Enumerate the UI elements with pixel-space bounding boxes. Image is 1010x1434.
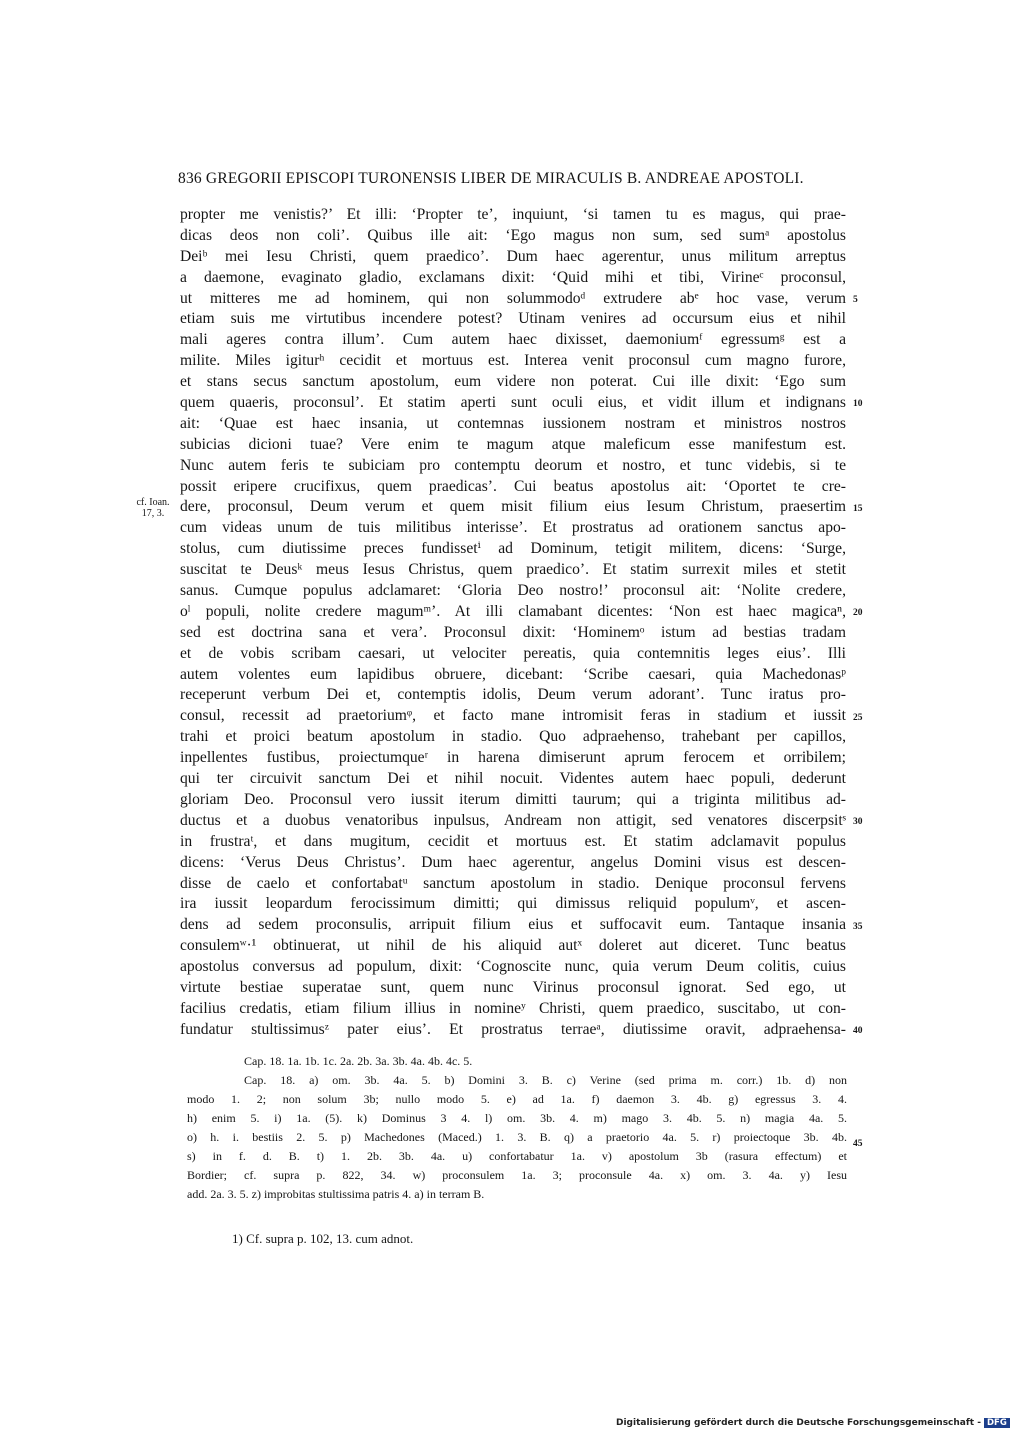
text-line: ira iussit leopardum ferocissimum dimitti; qui dimissus reliquid populumᵛ, et ascen- [180,895,846,913]
text-line: mali ageres contra illum’. Cum autem haec dixisset, daemoniumᶠ egressumᵍ est a [180,331,846,349]
text-line: apostolus conversus ad populum, dixit: ‘Cognoscite nunc, quia verum Deum colitis, cuius [180,958,846,976]
apparatus-line: Cap. 18. 1a. 1b. 1c. 2a. 2b. 3a. 3b. 4a. 4b. 4c. 5. [244,1054,473,1068]
text-line: oˡ populi, nolite credere magumᵐ’. At illi clamabant dicentes: ‘Non est haec magicaⁿ, [180,602,846,620]
apparatus-line: h) enim 5. i) 1a. (5). k) Dominus 3 4. l) om. 3b. 4. m) mago 3. 4b. 5. n) magia 4a. 5. [187,1111,847,1125]
text-line: subicias dicioni tuae? Vere enim te magum atque maleficum esse manifestum est. [180,435,846,453]
text-line: cum videas unum de tuis militibus interisse’. Et prostratus ad orationem sanctus apo- [180,519,846,537]
text-line: sed est doctrina sana et vera’. Proconsul dixit: ‘Hominemᵒ istum ad bestias tradam [180,623,846,641]
text-line: propter me venistis?’ Et illi: ‘Propter te’, inquiunt, ‘si tamen tu es magus, qui prae- [180,206,846,223]
apparatus-line: Bordier; cf. supra p. 822, 34. w) proconsulem 1a. 3; proconsule 4a. x) om. 3. 4a. y) Iesu [187,1168,847,1182]
page-header: 836 GREGORII EPISCOPI TURONENSIS LIBER DE MIRACULIS B. ANDREAE APOSTOLI. [178,170,804,187]
text-line: milite. Miles igiturʰ cecidit et mortuus est. Interea venit proconsul cum magno furore, [180,352,846,370]
text-line: qui ter circuivit sanctum Dei et nihil nocuit. Videntes autem haec populi, dederunt [180,770,846,788]
text-line: Nunc autem feris te subiciam pro contemptu deorum et nostro, et tunc videbis, si te [180,456,846,474]
text-line: dens ad sedem proconsulis, arripuit filium eius et suffocavit eum. Tantaque insania [180,916,846,934]
text-line: in frustraᵗ, et dans mugitum, cecidit et mortuus est. Et statim adclamavit populus [180,832,846,850]
text-line: et de vobis scribam caesari, ut velociter pereatis, quia contemnitis leges eius’. Illi [180,644,846,662]
apparatus-line: modo 1. 2; non solum 3b; nullo modo 5. e) ad 1a. f) daemon 3. 4b. g) egressus 3. 4. [187,1092,847,1106]
dfg-logo: DFG [984,1418,1010,1428]
text-line: ductus et a duobus venatoribus inpulsus, Andream non attigit, sed venatores discerpsitˢ [180,811,846,829]
apparatus-line: o) h. i. bestiis 2. 5. p) Machedones (Maced.) 1. 3. B. q) a praetorio 4a. 5. r) proiectoque 3b. 4b. [187,1130,847,1144]
credit-text: Digitalisierung gefördert durch die Deutsche Forschungsgemeinschaft - [616,1418,981,1428]
apparatus-line: s) in f. d. B. t) 1. 2b. 3b. 4a. u) confortabatur 1a. v) apostolum 3b (rasura effectum) et [187,1149,847,1163]
text-line: facilius credatis, etiam filium illius in nomineʸ Christi, quem praedico, suscitabo, ut con- [180,999,846,1017]
line-number: 35 [853,921,863,932]
margin-reference-line: cf. Ioan. [136,497,170,508]
text-line: gloriam Deo. Proconsul vero iussit iterum dimitti taurum; qui a triginta militibus ad- [180,790,846,808]
critical-apparatus [187,1052,847,1204]
line-number: 25 [853,712,863,723]
text-line: ut mitteres me ad hominem, qui non solummodoᵈ extrudere abᵉ hoc vase, verum [180,289,846,307]
text-line: virtute bestiae superatae sunt, quem nunc Virinus proconsul ignorat. Sed ego, ut [180,978,846,996]
line-number: 20 [853,608,863,619]
margin-reference-line: 17, 3. [141,508,165,519]
text-line: suscitat te Deusᵏ meus Iesus Christus, quem praedico’. Et statim surrexit miles et stetit [180,561,846,579]
line-number: 10 [853,399,863,410]
apparatus-line: Cap. 18. a) om. 3b. 4a. 5. b) Domini 3. B. c) Verine (sed prima m. corr.) 1b. d) non [244,1073,847,1087]
line-number: 40 [853,1026,863,1037]
digitization-credit [616,1418,1010,1428]
text-line: a daemone, evaginato gladio, exclamans dixit: ‘Quid mihi et tibi, Virineᶜ proconsul, [180,268,846,286]
apparatus-line: add. 2a. 3. 5. z) improbitas stultissima patris 4. a) in terram B. [187,1187,485,1201]
text-line: fundatur stultissimusᶻ pater eius’. Et prostratus terraeᵃ, diutissime oravit, adpraehensa- [180,1020,846,1038]
text-line: inpellentes fustibus, proiectumqueʳ in harena dimiserunt aprum ferocem et orribilem; [180,749,846,767]
text-line: Deiᵇ mei Iesu Christi, quem praedico’. Dum haec agerentur, unus militum arreptus [180,247,846,265]
text-line: consul, recessit ad praetoriumᵠ, et facto mane intromisit feras in stadium et iussit [180,707,846,725]
text-line: ait: ‘Quae est haec insania, ut contemnas iussionem nostram et ministros nostros [180,414,846,432]
margin-reference [128,497,178,519]
line-number: 30 [853,817,863,828]
text-line: receperunt verbum Dei et, contemptis idolis, Deum verum adorant’. Tunc iratus pro- [180,686,846,704]
notes-line-number: 45 [853,1139,863,1149]
text-line: etiam suis me virtutibus incendere potest? Utinam venires ad occursum eius et nihil [180,310,846,328]
text-line: stolus, cum diutissime preces fundissetⁱ ad Dominum, tetigit militem, dicens: ‘Surge, [180,540,846,558]
text-line: autem volentes eum lapidibus obruere, dicebant: ‘Scribe caesari, quia Machedonasᵖ [180,665,846,683]
footnote: 1) Cf. supra p. 102, 13. cum adnot. [232,1231,414,1246]
text-line: disse de caelo et confortabatᵘ sanctum apostolum in stadio. Denique proconsul fervens [180,874,846,892]
text-line: dicas deos non coli’. Quibus ille ait: ‘Ego magus non sum, sed sumᵃ apostolus [180,226,846,244]
text-line: dicens: ‘Verus Deus Christus’. Dum haec agerentur, angelus Domini visus est descen- [180,853,846,871]
text-line: trahi et proici beatum apostolum in stadio. Quo adpraehenso, trahebant per capillos, [180,728,846,746]
text-line: quem quaeris, proconsul’. Et statim aperti sunt oculi eius, et vidit illum et indignans [180,394,846,412]
text-line: consulemʷ·¹ obtinuerat, ut nihil de his aliquid autˣ doleret aut diceret. Tunc beatus [180,937,846,955]
text-line: dere, proconsul, Deum verum et quem misit filium eius Iesum Christum, praesertim [180,498,846,516]
text-line: et stans secus sanctum apostolum, eum videre non poterat. Cui ille dixit: ‘Ego sum [180,373,846,391]
text-line: sanus. Cumque populus adclamaret: ‘Gloria Deo nostro!’ proconsul ait: ‘Nolite credere, [180,582,846,600]
line-number: 15 [853,503,863,514]
main-text [180,205,846,1041]
text-line: possit eripere crucifixus, quem praedicas’. Cui beatus apostolus ait: ‘Oportet te cre- [180,477,846,495]
line-number: 5 [853,294,858,305]
